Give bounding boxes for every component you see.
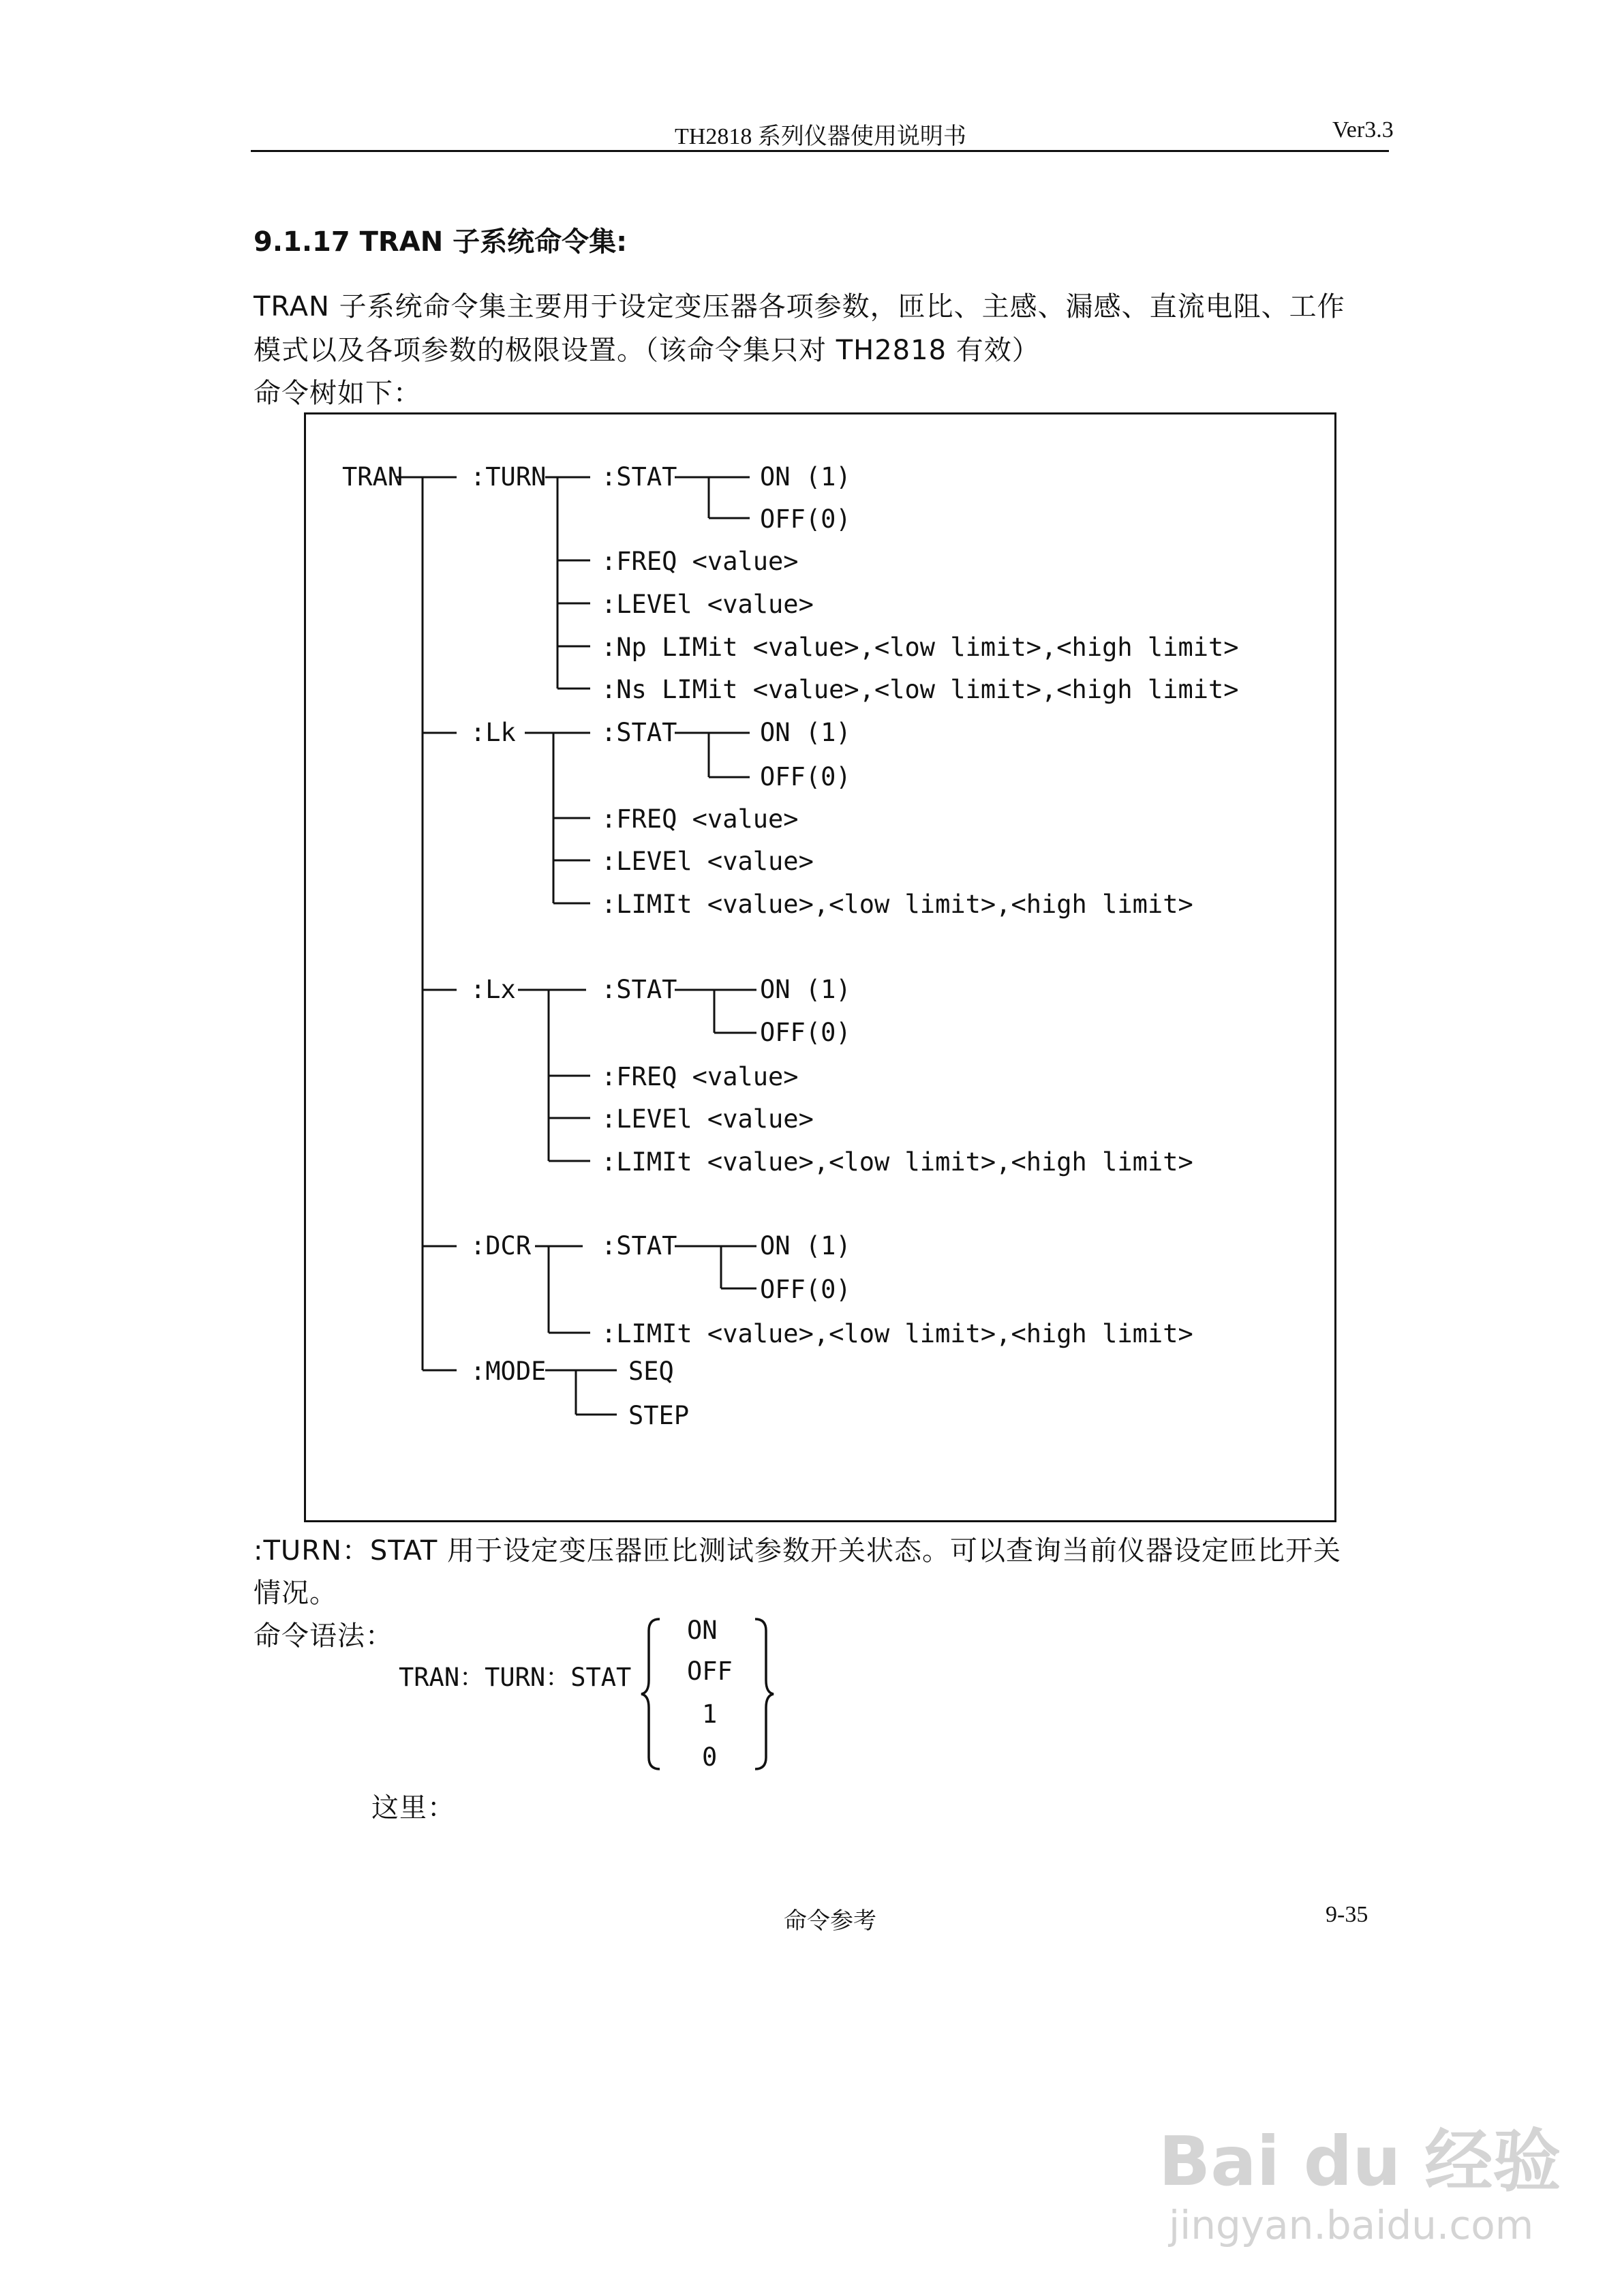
turn-stat: :STAT — [601, 462, 677, 492]
tree-root-tran: TRAN — [342, 462, 403, 492]
dcr-stat-off: OFF(0) — [760, 1275, 851, 1304]
syntax-command: TRAN：TURN：STAT — [399, 1663, 632, 1692]
lk-freq: :FREQ <value> — [601, 804, 799, 834]
turn-stat-on: ON (1) — [760, 462, 851, 492]
dcr-limit: :LIMIt <value>,<low limit>,<high limit> — [601, 1319, 1193, 1348]
mode-step: STEP — [628, 1401, 690, 1430]
description-line-1: :TURN：STAT 用于设定变压器匝比测试参数开关状态。可以查询当前仪器设定匝比开关 — [254, 1535, 1342, 1567]
syntax-label: 命令语法： — [254, 1620, 393, 1652]
turn-freq: :FREQ <value> — [601, 547, 799, 576]
dcr-stat: :STAT — [601, 1231, 677, 1260]
intro-line-2: 模式以及各项参数的极限设置。（该命令集只对 TH2818 有效） — [254, 335, 1040, 366]
syntax-right-brace — [750, 1616, 777, 1772]
lk-stat: :STAT — [601, 718, 677, 747]
baidu-watermark-logo: Bai du 经验 — [1159, 2121, 1561, 2201]
tree-node-lk: :Lk — [470, 718, 516, 747]
turn-np-limit: :Np LIMit <value>,<low limit>,<high limit> — [601, 633, 1239, 662]
turn-stat-off: OFF(0) — [760, 504, 851, 534]
tree-caption: 命令树如下： — [254, 378, 421, 409]
header-version: Ver3.3 — [1332, 117, 1394, 142]
description-line-2: 情况。 — [254, 1577, 337, 1609]
syntax-option-1: 1 — [702, 1700, 718, 1729]
tree-node-lx: :Lx — [470, 975, 516, 1004]
tree-node-mode: :MODE — [470, 1357, 547, 1386]
lx-freq: :FREQ <value> — [601, 1062, 799, 1091]
syntax-here: 这里： — [371, 1792, 455, 1824]
lk-stat-off: OFF(0) — [760, 762, 851, 791]
footer-page-number: 9-35 — [1326, 1902, 1368, 1927]
tree-node-dcr: :DCR — [470, 1231, 532, 1260]
turn-ns-limit: :Ns LIMit <value>,<low limit>,<high limit> — [601, 675, 1239, 704]
syntax-option-off: OFF — [687, 1657, 733, 1686]
lx-stat-on: ON (1) — [760, 975, 851, 1004]
mode-seq: SEQ — [628, 1357, 674, 1386]
syntax-option-on: ON — [687, 1616, 718, 1645]
lx-stat-off: OFF(0) — [760, 1018, 851, 1047]
lk-limit: :LIMIt <value>,<low limit>,<high limit> — [601, 890, 1193, 919]
lk-stat-on: ON (1) — [760, 718, 851, 747]
turn-level: :LEVEl <value> — [601, 590, 814, 619]
baidu-watermark-url: jingyan.baidu.com — [1169, 2202, 1534, 2248]
dcr-stat-on: ON (1) — [760, 1231, 851, 1260]
header-title: TH2818 系列仪器使用说明书 — [675, 124, 966, 149]
lx-level: :LEVEl <value> — [601, 1104, 814, 1134]
syntax-left-brace — [639, 1616, 667, 1772]
intro-line-1: TRAN 子系统命令集主要用于设定变压器各项参数，匝比、主感、漏感、直流电阻、工作 — [254, 291, 1345, 322]
lk-level: :LEVEl <value> — [601, 847, 814, 876]
footer-center: 命令参考 — [784, 1909, 876, 1934]
section-heading: 9.1.17 TRAN 子系统命令集: — [254, 226, 628, 258]
lx-limit: :LIMIt <value>,<low limit>,<high limit> — [601, 1147, 1193, 1177]
tree-node-turn: :TURN — [470, 462, 547, 492]
lx-stat: :STAT — [601, 975, 677, 1004]
syntax-option-0: 0 — [702, 1742, 718, 1772]
